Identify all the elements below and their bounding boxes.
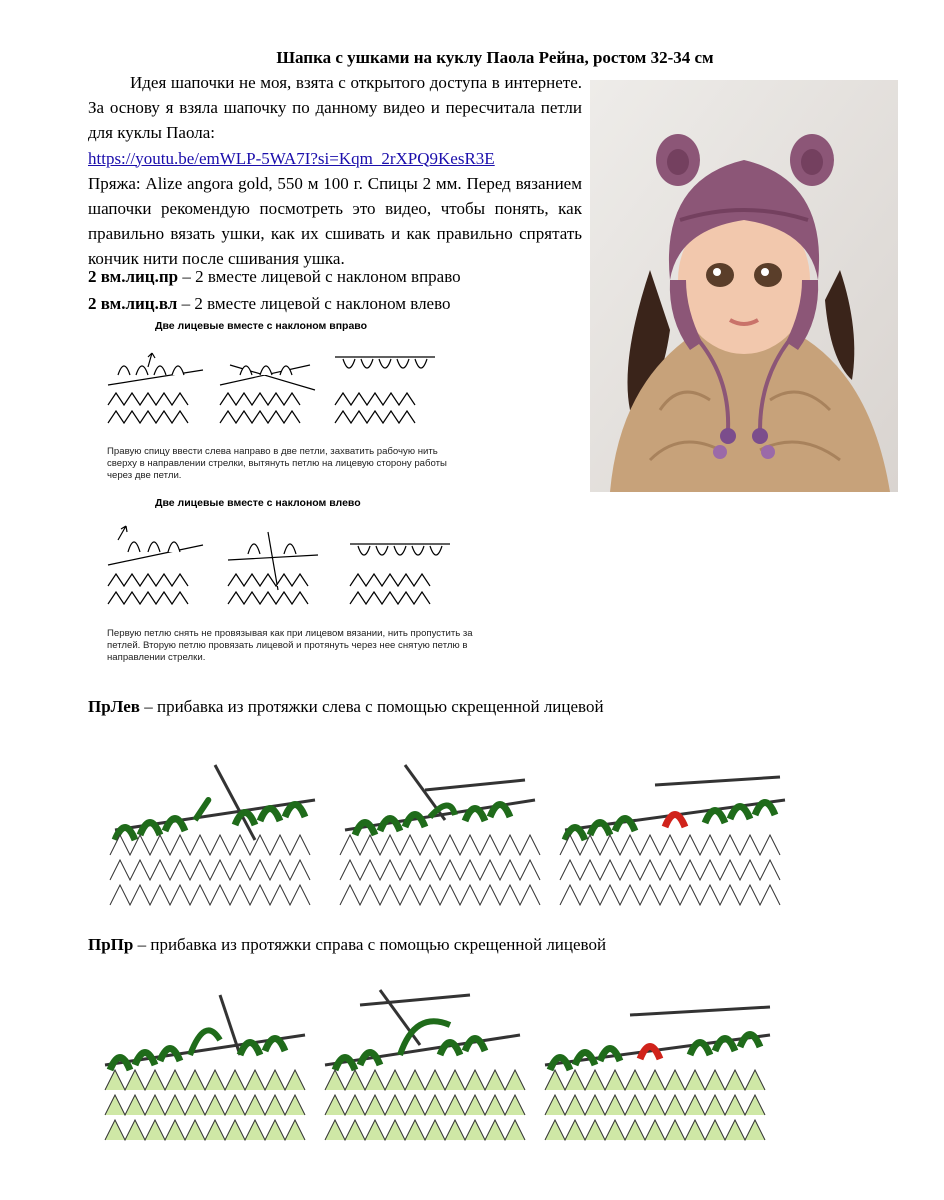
diagram-right-heading: Две лицевые вместе с наклоном вправо <box>155 320 368 332</box>
diagram-left-heading: Две лицевые вместе с наклоном влево <box>155 497 361 509</box>
diagram-k2tog-right <box>100 345 440 443</box>
diagram-left-caption: Первую петлю снять не провязывая как при лицевом вязании, нить пропустить за петлей. Вторую петлю провязать лицевой и протянуть через нее снятую петлю в направлении стрелки. <box>107 628 473 663</box>
intro-paragraph: Идея шапочки не моя, взята с открытого доступа в интернете. За основу я взяла шапочку по данному видео и пересчитала петли для куклы Паола: <box>88 73 582 143</box>
increase-left-heading: ПрЛев – прибавка из протяжки слева с помощью скрещенной лицевой <box>88 697 604 716</box>
increase-right-heading: ПрПр – прибавка из протяжки справа с помощью скрещенной лицевой <box>88 935 607 954</box>
abbr-k2tog-right: 2 вм.лиц.пр – 2 вместе лицевой с наклоном вправо <box>88 267 461 286</box>
yarn-paragraph: Пряжа: Alize angora gold, 550 м 100 г. Спицы 2 мм. Перед вязанием шапочки рекомендую посмотреть это видео, чтобы понять, как правильно вязать ушки, как их сшивать и как правильно спрятать кончик нити после сшивания ушка. <box>88 173 582 269</box>
abbr-k2tog-left: 2 вм.лиц.вл – 2 вместе лицевой с наклоном влево <box>88 294 451 313</box>
intro-text <box>88 70 582 272</box>
video-link[interactable]: https://youtu.be/emWLP-5WA7I?si=Kqm_2rXPQ9KesR3E <box>88 148 495 168</box>
diagram-k2tog-left <box>100 520 460 620</box>
increase-right-illustrations <box>100 985 800 1145</box>
increase-left-illustrations <box>105 745 795 915</box>
page-title: Шапка с ушками на куклу Паола Рейна, ростом 32-34 см <box>276 48 714 67</box>
diagram-right-caption: Правую спицу ввести слева направо в две петли, захватить рабочую нить сверху в направлении стрелки, вытянуть петлю на лицевую сторону работы через две петли. <box>107 446 447 481</box>
doll-photo <box>590 80 898 492</box>
